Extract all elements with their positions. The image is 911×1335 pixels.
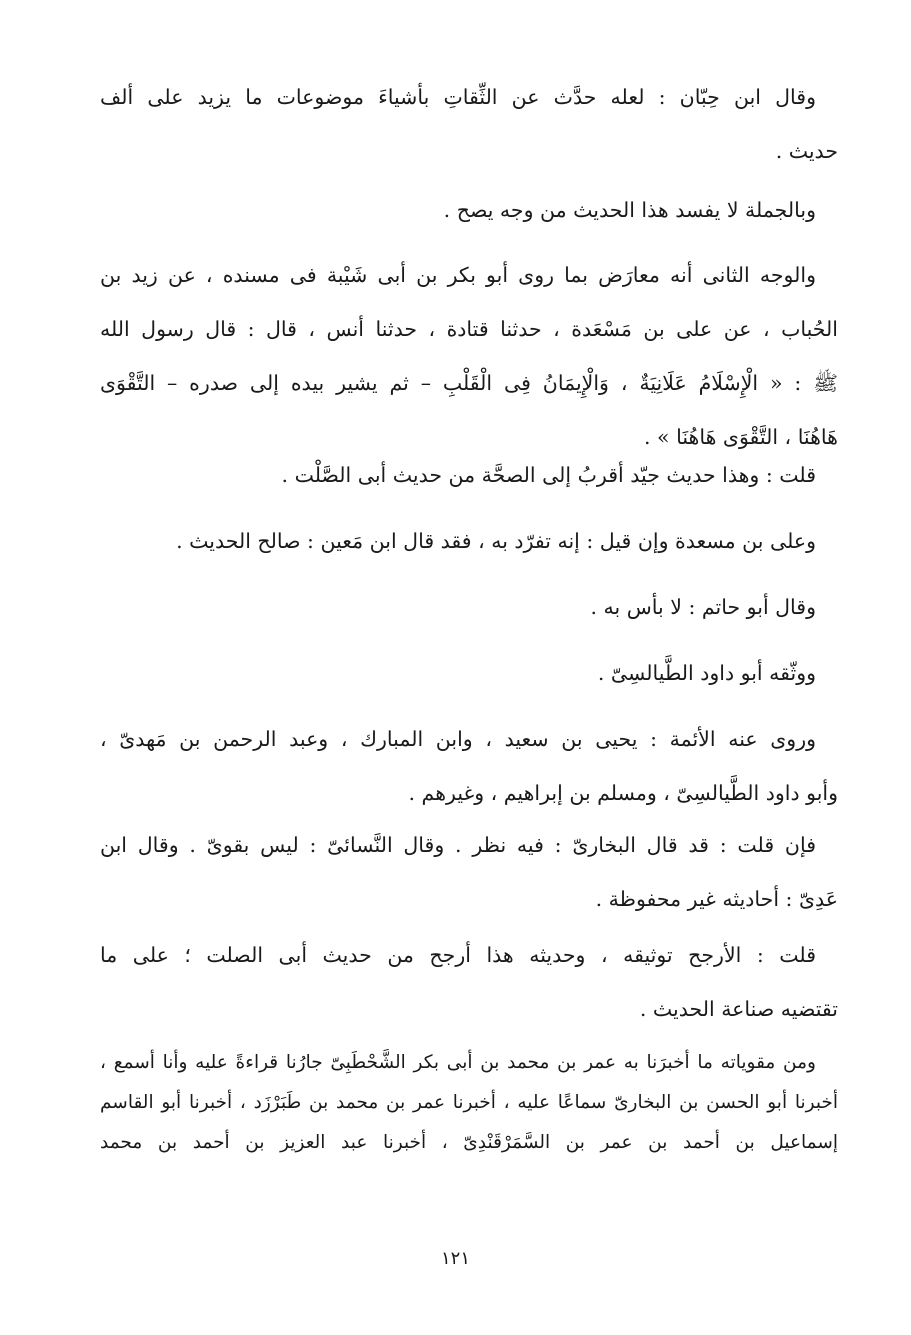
text-line: وعلى بن مسعدة وإن قيل : إنه تفرّد به ، فقد قال ابن مَعين : صالح الحديث . <box>176 529 816 553</box>
paragraph-abu-hatim <box>100 580 838 634</box>
text-line: حديث . <box>775 139 838 163</box>
paragraph-conclusion <box>100 928 838 1036</box>
paragraph-ali-ibn-masada <box>100 514 838 568</box>
text-line: والوجه الثانى أنه معارَض بما روى أبو بكر بن أبى شَيْبة فى مسنده ، عن زيد بن <box>100 263 816 287</box>
text-line: قلت : الأرجح توثيقه ، وحديثه هذا أرجح من حديث أبى الصلت ؛ على ما <box>100 943 816 967</box>
paragraph-isnad <box>100 1043 838 1163</box>
text-line: تقتضيه صناعة الحديث . <box>639 997 838 1021</box>
text-line: ﷺ : « الْإِسْلَامُ عَلَانِيَةٌ ، وَالْإِيمَانُ فِى الْقَلْبِ – ثم يشير بيده إلى صدره – التَّقْوَى <box>100 371 838 395</box>
text-line: عَدِىّ : أحاديثه غير محفوظة . <box>595 887 838 911</box>
text-line: الحُباب ، عن على بن مَسْعَدة ، حدثنا قتادة ، حدثنا أنس ، قال : قال رسول الله <box>100 317 838 341</box>
text-line: هَاهُنَا ، التَّقْوَى هَاهُنَا » . <box>644 425 838 449</box>
text-line: إسماعيل بن أحمد بن عمر بن السَّمَرْقَنْدِىّ ، أخبرنا عبد العزيز بن أحمد بن محمد <box>100 1132 838 1153</box>
text-line: ومن مقوياته ما أخبرَنا به عمر بن محمد بن أبى بكر الشَّحْطَبِىّ جارُنا قراءةً عليه وأنا أسمع ، <box>100 1052 816 1073</box>
paragraph-tayalisi <box>100 646 838 700</box>
text-line: وقال أبو حاتم : لا بأس به . <box>590 595 816 619</box>
page-number: ١٢١ <box>440 1248 470 1269</box>
text-line: قلت : وهذا حديث جيّد أقربُ إلى الصحَّة من حديث أبى الصَّلْت . <box>281 463 816 487</box>
paragraph-ibn-hibban <box>100 70 838 178</box>
text-line: ووثّقه أبو داود الطَّيالسِىّ . <box>597 661 816 685</box>
paragraph-imams <box>100 712 838 820</box>
text-line: وأبو داود الطَّيالسِىّ ، ومسلم بن إبراهيم ، وغيرهم . <box>408 781 838 805</box>
paragraph-bukhari <box>100 818 838 926</box>
text-line: وقال ابن حِبّان : لعله حدَّث عن الثِّقاتِ بأشياءَ موضوعات ما يزيد على ألف <box>100 85 816 109</box>
paragraph-second-aspect <box>100 248 838 464</box>
paragraph-summary <box>100 183 838 237</box>
text-line: أخبرنا أبو الحسن بن البخارىّ سماعًا عليه ، أخبرنا عمر بن محمد بن طَبَرْزَد ، أخبرنا أبو القاسم <box>100 1092 838 1113</box>
text-line: وبالجملة لا يفسد هذا الحديث من وجه يصح . <box>443 198 816 222</box>
text-line: فإن قلت : قد قال البخارىّ : فيه نظر . وقال النَّسائىّ : ليس بقوىّ . وقال ابن <box>100 833 816 857</box>
paragraph-good-hadith <box>100 448 838 502</box>
text-line: وروى عنه الأئمة : يحيى بن سعيد ، وابن المبارك ، وعبد الرحمن بن مَهدىّ ، <box>100 727 816 751</box>
